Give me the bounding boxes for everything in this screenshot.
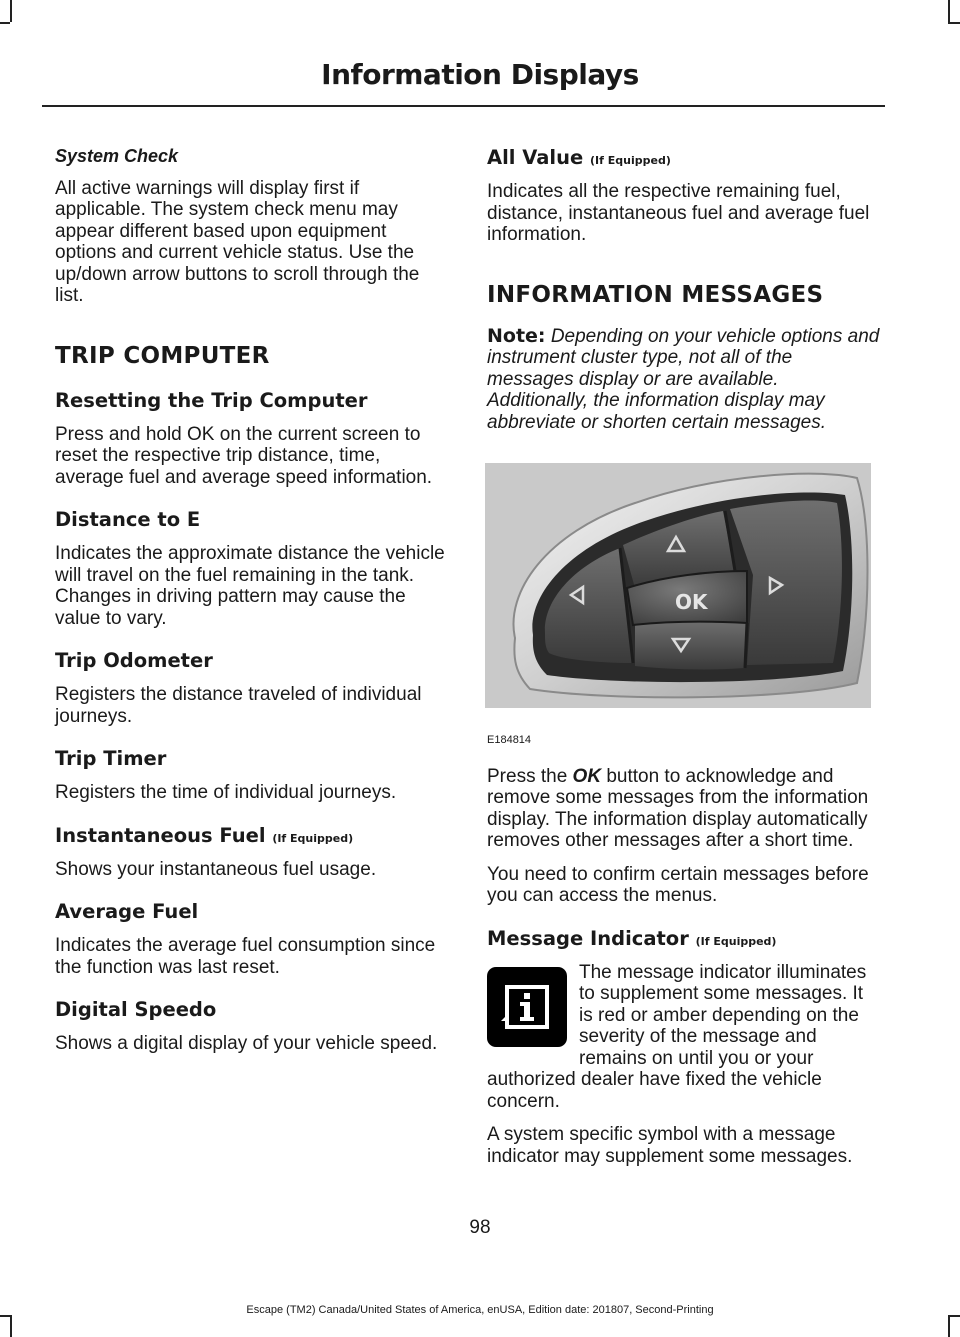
message-indicator-heading [487, 927, 882, 950]
instantaneous-fuel-body: Shows your instantaneous fuel usage. [55, 858, 377, 880]
press-ok-ok: OK [572, 765, 602, 787]
trip-odometer-body: Registers the distance traveled of individual journeys. [55, 684, 422, 727]
crop-mark-bottom-right-vertical [948, 1315, 950, 1337]
note-text: Depending on your vehicle options and instrument cluster type, not all of the messages display or are available. Additionally, the information display may abbreviate or shorten certain messages. [487, 325, 880, 433]
all-value-title: All Value [487, 146, 584, 169]
trip-timer-heading: Trip Timer [55, 747, 167, 770]
digital-speedo-heading: Digital Speedo [55, 998, 217, 1021]
steering-controls-illustration [485, 463, 871, 728]
message-indicator-title: Message Indicator [487, 926, 689, 950]
average-fuel-body: Indicates the average fuel consumption since the function was last reset. [55, 935, 436, 978]
instantaneous-fuel-title: Instantaneous Fuel [55, 823, 266, 847]
all-value-heading [487, 146, 882, 169]
note-label: Note: [487, 324, 546, 347]
crop-mark-bottom-left-vertical [10, 1315, 12, 1337]
message-indicator-body: The message indicator illuminates to supplement some messages. It is red or amber depending on the severity of the message and remains on until you or your authorized dealer have fixed the vehicle concern. [487, 961, 867, 1112]
confirm-paragraph: You need to confirm certain messages before you can access the menus. [487, 863, 869, 906]
distance-to-e-heading: Distance to E [55, 508, 201, 531]
footer-edition: Escape (TM2) Canada/United States of America, enUSA, Edition date: 201807, Second-Printing [246, 1304, 714, 1316]
trip-computer-heading: TRIP COMPUTER [55, 342, 270, 369]
message-indicator-block [487, 962, 882, 1113]
left-column [55, 146, 450, 1067]
information-icon [487, 967, 567, 1047]
page-number: 98 [469, 1217, 491, 1238]
instantaneous-fuel-heading [55, 824, 450, 847]
all-value-qualifier: (If Equipped) [590, 154, 671, 167]
header-rule [42, 105, 885, 107]
page-header-title: Information Displays [321, 58, 639, 91]
trip-timer-body: Registers the time of individual journeys. [55, 782, 397, 803]
crop-mark-top-left-horizontal [0, 22, 10, 24]
information-messages-heading: INFORMATION MESSAGES [487, 281, 824, 308]
digital-speedo-body: Shows a digital display of your vehicle speed. [55, 1033, 438, 1054]
right-column [487, 146, 882, 1179]
symbol-paragraph: A system specific symbol with a message indicator may supplement some messages. [487, 1124, 853, 1167]
down-button [635, 620, 747, 669]
crop-mark-top-right-horizontal [948, 22, 960, 24]
press-ok-before: Press the [487, 765, 573, 787]
average-fuel-heading: Average Fuel [55, 900, 199, 923]
press-ok-paragraph [487, 766, 882, 852]
trip-odometer-heading: Trip Odometer [55, 649, 213, 672]
note-paragraph [487, 326, 882, 434]
figure-code: E184814 [487, 734, 532, 746]
all-value-body: Indicates all the respective remaining fuel, distance, instantaneous fuel and average fuel information. [487, 181, 870, 245]
system-check-body: All active warnings will display first if applicable. The system check menu may appear different based upon equipment options and current vehicle status. Use the up/down arrow buttons to scroll through the list. [55, 177, 420, 306]
resetting-body: Press and hold OK on the current screen to reset the respective trip distance, time, average fuel and average speed information. [55, 423, 433, 488]
steering-wheel-controls-figure [485, 463, 871, 728]
crop-mark-top-right-vertical [948, 0, 950, 22]
crop-mark-top-left-vertical [10, 0, 12, 22]
ok-button-label: OK [675, 590, 708, 614]
system-check-title: System Check [55, 146, 179, 166]
resetting-heading: Resetting the Trip Computer [55, 388, 368, 412]
instantaneous-fuel-qualifier: (If Equipped) [272, 831, 354, 845]
message-indicator-qualifier: (If Equipped) [695, 934, 777, 948]
distance-to-e-body: Indicates the approximate distance the vehicle will travel on the fuel remaining in the tank. Changes in driving pattern may cause the value to vary. [55, 543, 445, 629]
press-ok-after: button to acknowledge and remove some messages from the information display. The information display automatically removes other messages after a short time. [487, 765, 869, 851]
